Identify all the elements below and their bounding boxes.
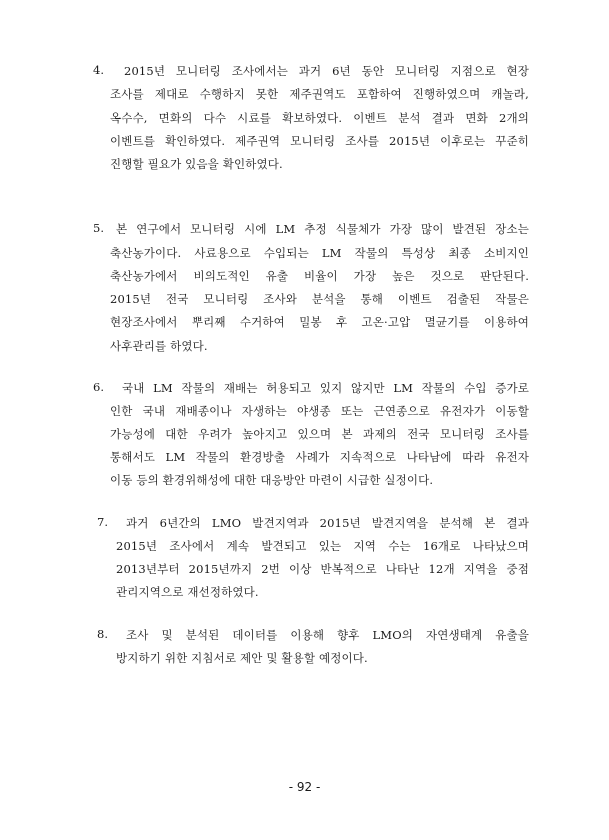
item-line: 2015년 조사에서 계속 발견되고 있는 지역 수는 16개로 나타났으며 [116, 539, 529, 553]
item-line: 2015년 모니터링 조사에서는 과거 6년 동안 모니터링 지점으로 현장 [124, 64, 529, 78]
item-line: 관리지역으로 재선정하였다. [116, 585, 259, 599]
item-line: 축산농가이다. 사료용으로 수입되는 LM 작물의 특성상 최종 소비지인 [110, 246, 529, 260]
item-line: 조사 및 분석된 데이터를 이용해 향후 LMO의 자연생태계 유출을 [126, 628, 529, 642]
page-number: - 92 - [288, 780, 321, 794]
item-line: 사후관리를 하였다. [110, 339, 208, 353]
item-line: 통해서도 LM 작물의 환경방출 사례가 지속적으로 나타남에 따라 유전자 [110, 450, 529, 464]
item-number: 4. [93, 63, 104, 77]
item-line: 인한 국내 재배종이나 자생하는 야생종 또는 근연종으로 유전자가 이동할 [110, 404, 529, 418]
item-line: 국내 LM 작물의 재배는 허용되고 있지 않지만 LM 작물의 수입 증가로 [122, 381, 529, 395]
item-line: 축산농가에서 비의도적인 유출 비율이 가장 높은 것으로 판단된다. [110, 269, 529, 283]
item-line: 가능성에 대한 우려가 높아지고 있으며 본 과제의 전국 모니터링 조사를 [110, 427, 529, 441]
item-line: 조사를 제대로 수행하지 못한 제주권역도 포함하여 진행하였으며 캐놀라, [110, 87, 529, 101]
item-number: 7. [97, 515, 108, 529]
item-number: 8. [97, 627, 108, 641]
item-line: 2015년 전국 모니터링 조사와 분석을 통해 이벤트 검출된 작물은 [110, 292, 529, 306]
item-line: 방지하기 위한 지침서로 제안 및 활용할 예정이다. [116, 651, 368, 665]
item-line: 옥수수, 면화의 다수 시료를 확보하였다. 이벤트 분석 결과 면화 2개의 [110, 111, 529, 125]
item-line: 이동 등의 환경위해성에 대한 대응방안 마련이 시급한 실정이다. [110, 473, 434, 487]
item-line: 과거 6년간의 LMO 발견지역과 2015년 발견지역을 분석해 본 결과 [126, 516, 529, 530]
item-line: 2013년부터 2015년까지 2번 이상 반복적으로 나타난 12개 지역을 중점 [116, 562, 529, 576]
item-number: 6. [93, 380, 104, 394]
item-line: 진행할 필요가 있음을 확인하였다. [110, 157, 283, 171]
item-line: 본 연구에서 모니터링 시에 LM 추정 식물체가 가장 많이 발견된 장소는 [116, 222, 529, 236]
item-line: 이벤트를 확인하였다. 제주권역 모니터링 조사를 2015년 이후로는 꾸준히 [110, 134, 529, 148]
item-line: 현장조사에서 뿌리째 수거하여 밀봉 후 고온·고압 멸균기를 이용하여 [110, 315, 529, 329]
item-number: 5. [93, 221, 104, 235]
